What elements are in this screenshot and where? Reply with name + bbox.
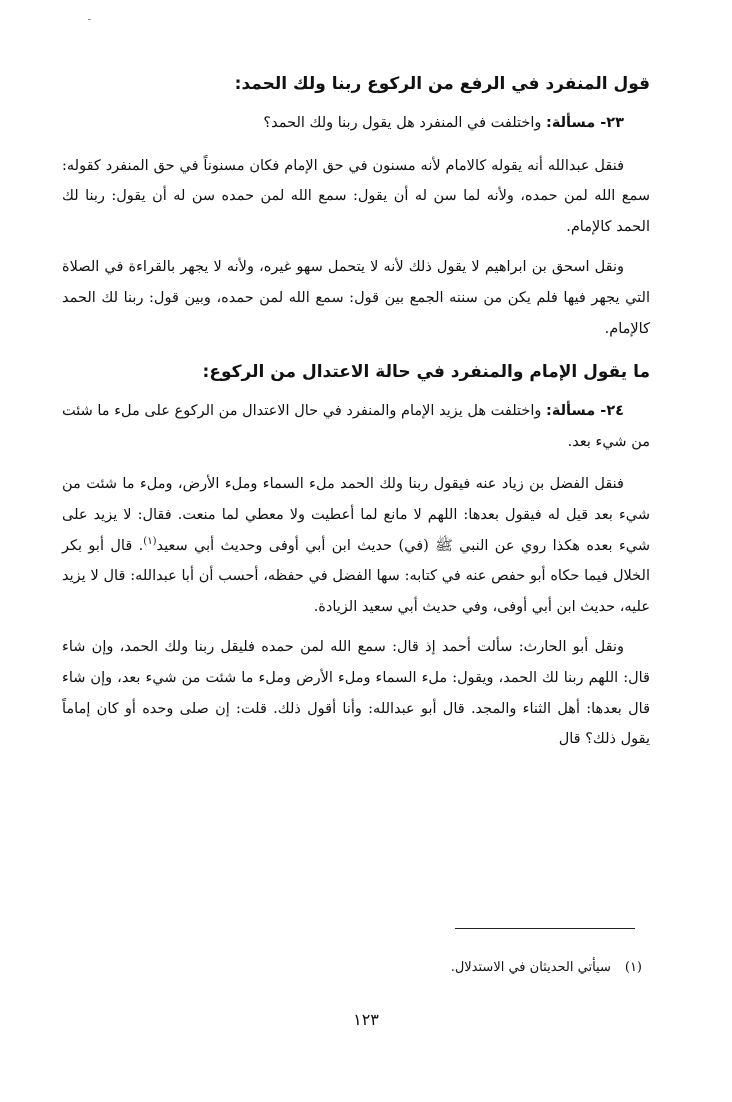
masala-question: واختلفت في المنفرد هل يقول ربنا ولك الحمد؟ bbox=[263, 115, 542, 131]
corner-mark: ـ bbox=[88, 12, 91, 23]
paragraph-text: . قال أبو بكر الخلال فيما حكاه أبو حفص عنه في كتابه: سها الفضل في حفظه، أحسب أن أبا عبدالله: قال لا يزيد عليه، حديث ابن أبي أوفى، وفي حديث أبي سعيد الزيادة. bbox=[62, 537, 650, 615]
page-number: ١٢٣ bbox=[353, 1010, 379, 1029]
section-heading-2: ما يقول الإمام والمنفرد في حالة الاعتدال من الركوع: bbox=[202, 362, 650, 383]
footnote-number: (١) bbox=[624, 960, 642, 975]
masala-23 bbox=[62, 108, 650, 139]
section-heading-1: قول المنفرد في الرفع من الركوع ربنا ولك الحمد: bbox=[234, 74, 650, 94]
paragraph-abu-harith: ونقل أبو الحارث: سألت أحمد إذ قال: سمع الله لمن حمده فليقل ربنا ولك الحمد، وإن شاء قال: اللهم ربنا لك الحمد، ويقول: ملء السماء وملء الأرض وملء ما شئت من شيء بعد، وإن شاء قال بعدها: أهل الثناء والمجد. قال أبو عبدالله: وأنا أقول ذلك. قلت: إن صلى وحده أو كان إماماً يقول ذلك؟ قال bbox=[62, 639, 650, 748]
page-body bbox=[62, 66, 650, 765]
footnote-text: سيأتي الحديثان في الاستدلال. bbox=[450, 960, 611, 975]
footnote-divider bbox=[455, 928, 635, 929]
masala-24 bbox=[62, 396, 650, 457]
footnote-reference[interactable]: (١) bbox=[143, 535, 157, 547]
masala-label: ٢٤- مسألة: bbox=[546, 403, 625, 420]
paragraph-fadl bbox=[62, 469, 650, 622]
paragraph-ishaq: ونقل اسحق بن ابراهيم لا يقول ذلك لأنه لا يتحمل سهو غيره، ولأنه لا يجهر بالقراءة في الصلاة التي يجهر فيها فلم يكن من سننه الجمع بين قول: سمع الله لمن حمده، وبين قول: ربنا لك الحمد كالإمام. bbox=[62, 259, 650, 337]
masala-label: ٢٣- مسألة: bbox=[546, 115, 624, 131]
footnote bbox=[451, 958, 642, 978]
paragraph-text: فنقل الفضل بن زياد عنه فيقول ربنا ولك الحمد ملء السماء وملء الأرض، وملء ما شئت من شيء بعد قيل له فيقول بعدها: اللهم لا مانع لما أعطيت ولا معطي لما منعت. فقال: لا يزيد على شيء بعده هكذا روي عن النبي ﷺ (في) حديث ابن أبي أوفى وحديث أبي سعيد bbox=[62, 476, 650, 554]
paragraph-abdullah: فنقل عبدالله أنه يقوله كالامام لأنه مسنون في حق الإمام فكان مسنوناً في حق المنفرد كقوله: سمع الله لمن حمده، ولأنه لما سن له أن يقول: سمع الله لمن حمده سن له أن يقول: ربنا لك الحمد كالإمام. bbox=[62, 157, 650, 235]
masala-question: واختلفت هل يزيد الإمام والمنفرد في حال الاعتدال من الركوع على ملء ما شئت من شيء بعد. bbox=[62, 403, 650, 450]
